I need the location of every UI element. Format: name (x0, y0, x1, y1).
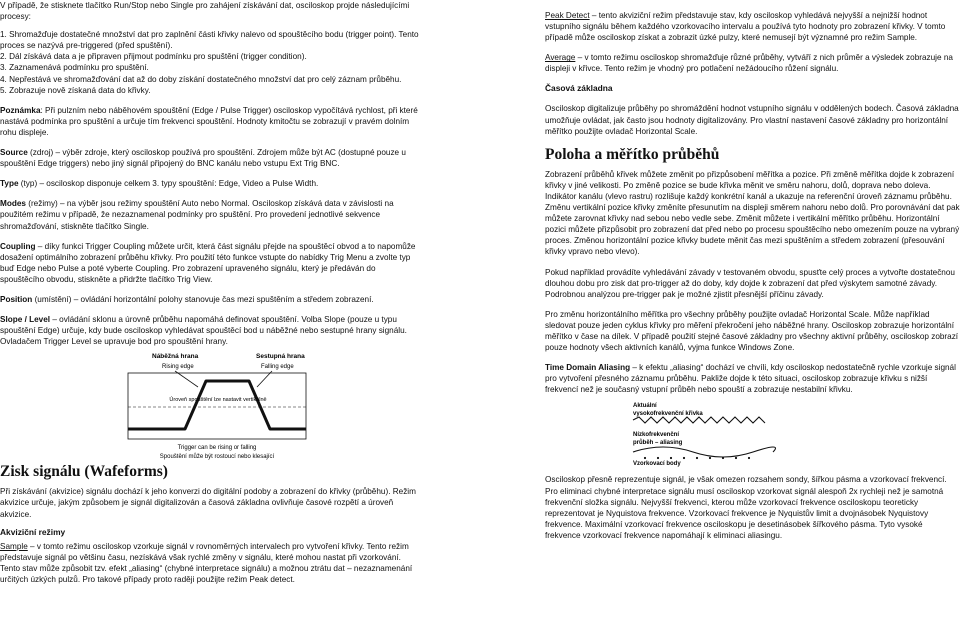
peak-paragraph (545, 10, 960, 43)
modes-text: (režimy) – na výběr jsou režimy spouštění Auto nebo Normal. Osciloskop získává data v závislosti na použitém režimu v případě, že nezaznamenal podmínky pro spuštění. Pro provedení jednotlivé sekvence shromažďování, stiskněte tlačítko Single. (0, 199, 394, 231)
sample-text: – v tomto režimu osciloskop vzorkuje signál v rovnoměrných intervalech pro vytvoření křivky. Tento režim představuje signál po většinu času, nezískává však rychlé změny v signálu, které mohou nastat při vzorkování. Tento stav může způsobit tzv. efekt „aliasing“ (chybné interpretace signálu) a možnou ztrátu dat – nezaznamenání určitých úzkých pulzů. Pro takové případy proto raději použijte režim Peak detect. (0, 541, 413, 584)
slope-label: Slope / Level (0, 315, 51, 325)
note-text: : Při pulzním nebo náběhovém spouštění (Edge / Pulse Trigger) osciloskop vypočítává rychlost, při které nastává podmínka pro spuštění a určuje tím frekvenci spouštění. Hodnoty kmitočtu se zobrazují v pravém dolním rohu displeje. (0, 105, 418, 137)
fig2-label-1-sub: vysokofrekvenční křivka (633, 411, 703, 418)
acquisition-paragraph: Při získávání (akvizice) signálu dochází k jeho konverzi do digitální podoby a zobrazení do křivky (průběhu). Režim akvizice určuje, jakým způsobem je signál digitalizován a časová základna ovlivňuje časové rozpětí a úroveň akvizice. (0, 487, 416, 519)
sample-paragraph (0, 541, 420, 585)
average-text: – v tomto režimu osciloskop shromažďuje různé průběhy, vytváří z nich průměr a výsledek zobrazuje na displeji v křivce. Tento režim je vhodný pro potlačení nežádoucího růžení signálu. (545, 53, 953, 74)
coupling-paragraph (0, 241, 420, 285)
step-5: 5. Zobrazuje nově získaná data do křivky. (0, 85, 151, 95)
fig2-label-2-sub: průběh – aliasing (633, 440, 683, 447)
steps-list (0, 29, 420, 96)
high-frequency-waveform (633, 417, 765, 423)
source-text: (zdroj) – výběr zdroje, který osciloskop používá pro spouštění. Zdrojem může být AC (dostupné pouze u spouštění Edge triggers) nebo jiný signál připojený do BNC kanálu nebo vstupu Ext Trig BNC. (0, 148, 406, 169)
average-label: Average (545, 53, 576, 63)
type-label: Type (0, 179, 19, 189)
note-paragraph (0, 105, 420, 138)
rising-sub: Rising edge (162, 364, 194, 371)
type-text: (typ) – osciloskop disponuje celkem 3. typy spouštění: Edge, Video a Pulse Width. (18, 179, 319, 189)
timebase-heading: Časová základna (545, 83, 613, 94)
step-2: 2. Dál získává data a je připraven přijmout podmínku pro spuštění (trigger condition). (0, 52, 307, 62)
fig2-label-3: Vzorkovací body (633, 461, 681, 468)
step-1: 1. Shromažďuje dostatečné množství dat pro zaplnění části křivky nalevo od spouštěcího bodu (trigger point). Tento proces se nazývá pre-triggered (před spuštění). (0, 30, 419, 51)
rising-title: Náběžná hrana (152, 353, 199, 361)
section-title-position: Poloha a měřítko průběhů (545, 145, 720, 163)
aliased-waveform (633, 447, 776, 457)
coupling-label: Coupling (0, 241, 36, 251)
modes-label: Modes (0, 199, 26, 209)
modes-paragraph (0, 198, 420, 231)
slope-paragraph (0, 314, 420, 347)
aliasing-label: Time Domain Aliasing (545, 363, 631, 373)
fig2-label-2: Nízkofrekvenční (633, 432, 680, 439)
caption-1: Trigger can be rising or falling (177, 445, 257, 452)
source-label: Source (0, 148, 28, 158)
intro-paragraph: V případě, že stisknete tlačítko Run/Stop nebo Single pro zahájení získávání dat, osciloskop projde následujícími procesy: (0, 1, 410, 22)
aliasing-text: – k efektu „aliasing“ dochází ve chvíli, kdy osciloskop nedostatečně rychle vzorkuje signál pro vytvoření přesného záznamu průběhu. Pakliže dojde k této situaci, osciloskop zobrazuje křivku s nižší frekvencí než je současný vstupní průběh nebo spouští a zobrazuje nestabilní křivku. (545, 363, 956, 395)
step-3: 3. Zaznamenává podmínku pro spuštění. (0, 63, 149, 73)
fig2-label-1: Aktuální (633, 403, 657, 410)
position-label: Position (0, 294, 33, 304)
section-title-acquisition: Zisk signálu (Wafeforms) (0, 463, 168, 481)
sample-label: Sample (0, 541, 28, 551)
step-4: 4. Nepřestává ve shromažďování dat až do doby získání dostatečného množství dat pro celý záznam průběhu. (0, 74, 402, 84)
peak-label: Peak Detect (545, 11, 590, 20)
falling-sub: Falling edge (261, 364, 294, 371)
aliasing-figure (545, 398, 960, 470)
position-scale-paragraph-2: Pokud například provádíte vyhledávání závady v testovaném obvodu, spusťte celý proces a vytvořte dostatečnou dlouhou dobu pro zisk dat pro-trigger až do doby, kdy dojde k zobrazení dat před výskytem samotné závady. Podrobnou analýzou pre-trigger pak je možné zjistit přesnější příčinu závady. (545, 267, 955, 299)
falling-title: Sestupná hrana (256, 353, 305, 361)
position-text: (umístění) – ovládání horizontální polohy stanovuje čas mezi spuštěním a středem zobrazení. (32, 294, 374, 304)
pulse-waveform (128, 381, 306, 429)
right-column (545, 10, 960, 550)
aliasing-paragraph (545, 362, 960, 395)
position-scale-paragraph-3: Pro změnu horizontálního měřítka pro všechny průběhy použijte ovladač Horizontal Scale. Může například sledovat pouze jeden cyklus křivky pro měření překročení jeho náběžné hrany. Osciloskop zobrazuje horizontální měřítko v čase na dílek. V případě použití stejné časové základny pro všechny aktivní průběhy, osciloskop zobrazí pouze hodnoty všech aktivních kanálů, vyjma funkce Windows Zone. (545, 309, 959, 353)
average-paragraph (545, 52, 960, 74)
caption-2: Spouštění může být rostoucí nebo klesající (159, 454, 275, 461)
position-scale-paragraph-1: Zobrazení průběhů křivek můžete změnit po přizpůsobení měřítka a pozice. Při změně měřítka dojde k zobrazení křivky v jiné velikosti. Po změně pozice se bude křivka měnit ve směru nahoru, dolů, doprava nebo doleva. Indikátor kanálu (vlevo rastru) rozlišuje každý konkrétní kanál a ukazuje na referenční úroveň záznamu průběhu. Změnu vertikální pozice křivky změníte přesunutím na displeji směrem nahoru nebo dolů. Pro porovnávání dat pak můžete zarovnat křivky nad sebou nebo vedle sebe. Změnit můžete i vertikální měřítko průběhu. Horizontální pozici můžete přizpůsobit pro zobrazení dat před nebo po procesu spouštěcího nebo omezením pouze na vybraný proces. Změnou horizontální pozice křivky budete měnit čas mezi spuštěním a středem zobrazení (přesouvání křivky vpravo nebo vlevo). (545, 169, 960, 257)
sampling-paragraph: Osciloskop přesně reprezentuje signál, je však omezen rozsahem sondy, šířkou pásma a vzorkovací frekvencí. Pro eliminaci chybné interpretace signálu musí osciloskop vzorkovat signál alespoň 2x rychleji než je samotná frekvenční složka signálu. Nejvyšší frekvenci, kterou může vzorkovací frekvence osciloskopu teoreticky reprezentovat je Nyquistova frekvence. Vzorkovací frekvence je Nyquistův limit a dvojnásobek Nyquistovy frekvence. Maximální vzorkovací frekvence osciloskopu je desetinásobek šířkového pásma. Tyto vysoké frekvence vzorkovací frekvence napomáhají k eliminaci aliasingu. (545, 475, 947, 540)
timebase-paragraph: Osciloskop digitalizuje průběhy po shromáždění hodnot vstupního signálu v oddělených bodech. Časová základna umožňuje ovládat, jak často jsou hodnoty digitalizovány. Pro vlastní nastavení časové základny pro horizontální měřítko použijte ovladač Horizontal Scale. (545, 104, 959, 136)
type-paragraph (0, 178, 420, 189)
note-label: Poznámka (0, 105, 41, 115)
source-paragraph (0, 147, 420, 169)
peak-text: – tento akviziční režim představuje stav, kdy osciloskop vyhledává nejvyšší a nejnižší hodnot vstupního signálu během každého vzorkovacího intervalu a používá tyto hodnoty pro zobrazení křivky. V tomto případě může osciloskop získat a zobrazit úzké pulzy, které nemusejí být významné pro režim Sample. (545, 11, 946, 43)
coupling-text: – díky funkci Trigger Coupling můžete určit, která část signálu přejde na spouštěcí obvod a to napomůže dosažení optimálního zobrazení průběhu křivky. Pro použití této funkce vstupte do nabídky Trig Menu a zvolte typ buď Edge nebo Pulse a poté vyberte Coupling. Pro zobrazení upraveného signálu, který je předáván do spouštěcího obvodu, stiskněte a přidržte tlačítko Trig View. (0, 241, 416, 284)
left-column (0, 0, 420, 594)
slope-text: – ovládání sklonu a úrovně průběhu napomáhá definovat spouštění. Volba Slope (pouze u typu spouštění Edge) určuje, kdy bude osciloskop vyhledávat spouštěcí bod u náběžné nebo sestupné hrany signálu. Ovladačem Trigger Level se upravuje bod pro spouštění hrany. (0, 315, 407, 347)
level-label: Úroveň spouštění lze nastavit vertikálně (169, 397, 267, 404)
position-paragraph (0, 294, 420, 305)
trigger-edge-figure (0, 351, 420, 463)
acquisition-modes-heading: Akviziční režimy (0, 526, 66, 537)
sampling-points (644, 457, 750, 459)
